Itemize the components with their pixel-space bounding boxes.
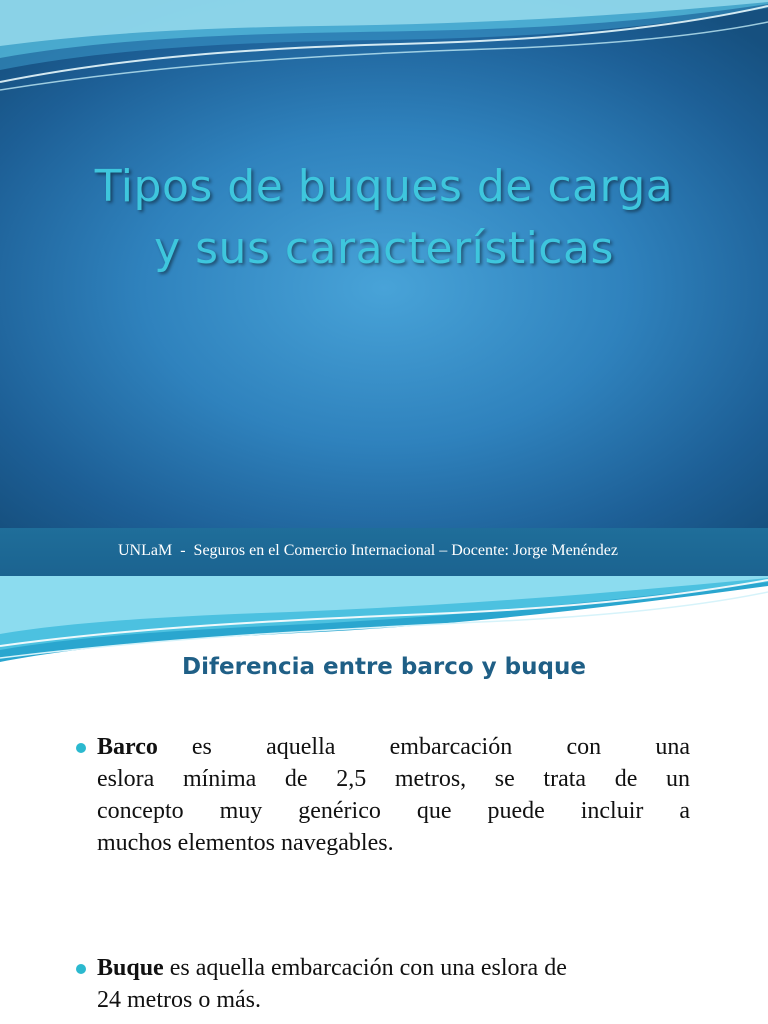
bullet-word: embarcación: [389, 734, 513, 760]
subtitle-bar: [0, 528, 768, 576]
bullet-dot-icon: [76, 964, 86, 974]
bullet-term: Barco: [97, 734, 158, 760]
bullet-line: concepto muy genérico que puede incluir a: [97, 798, 690, 824]
bullet-barco: [76, 731, 690, 859]
title-line-1: Tipos de buques de carga: [94, 161, 674, 212]
bullet-word: con: [566, 734, 602, 760]
bullet-text: [97, 952, 690, 1016]
bullet-line: es aquella embarcación con una eslora de: [169, 955, 567, 981]
bullet-line: [192, 731, 690, 763]
bullet-word: es: [191, 734, 212, 760]
bullet-word: aquella: [266, 734, 336, 760]
bullet-line: muchos elementos navegables.: [97, 830, 394, 856]
content-slide: [0, 576, 768, 1024]
slide-heading: Diferencia entre barco y buque: [182, 654, 586, 680]
bullet-text: [97, 731, 690, 859]
bullet-buque: [76, 952, 690, 1016]
bullet-term: Buque: [97, 955, 164, 981]
wave-decoration-top: [0, 0, 768, 100]
bullet-line: eslora mínima de 2,5 metros, se trata de un: [97, 766, 690, 792]
title-line-2: y sus características: [154, 223, 614, 274]
bullet-dot-icon: [76, 743, 86, 753]
bullet-line: 24 metros o más.: [97, 987, 261, 1013]
slide-subtitle: UNLaM - Seguros en el Comercio Internacional – Docente: Jorge Menéndez: [118, 542, 618, 559]
slide-title: [0, 156, 768, 280]
wave-decoration-header: [0, 576, 768, 666]
bullet-word: una: [655, 734, 690, 760]
